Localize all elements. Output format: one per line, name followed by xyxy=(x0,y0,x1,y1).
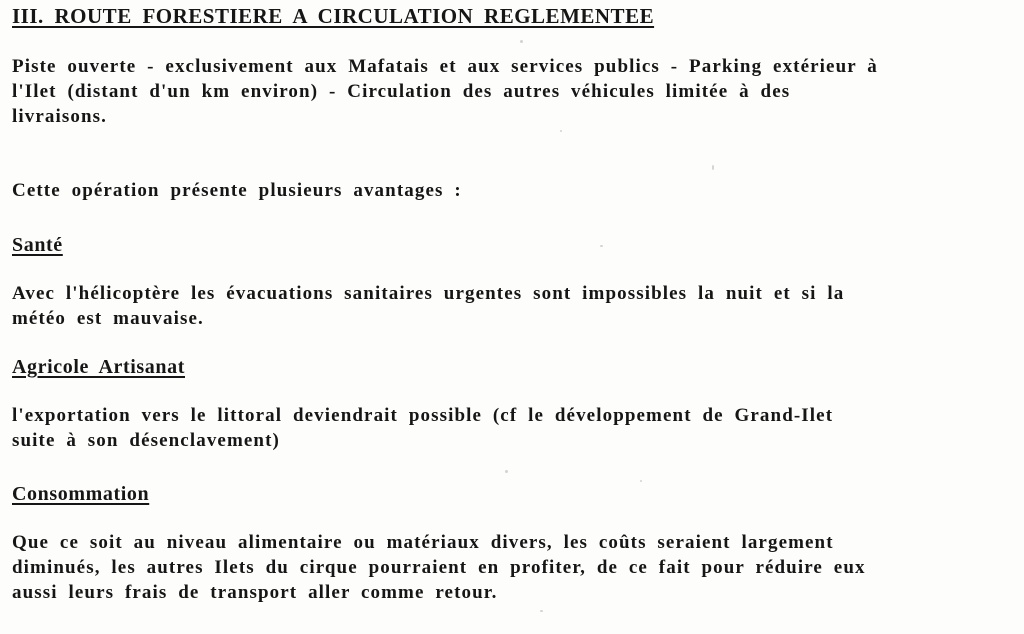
advantages-line: Cette opération présente plusieurs avantages : xyxy=(12,180,462,201)
heading-agricole-artisanat: Agricole Artisanat xyxy=(12,356,185,378)
agricole-line-1: l'exportation vers le littoral deviendrait possible (cf le développement de Grand-Ilet xyxy=(12,405,834,426)
section-title: III. ROUTE FORESTIERE A CIRCULATION REGLEMENTEE xyxy=(12,4,655,28)
sante-line-2: météo est mauvaise. xyxy=(12,308,204,329)
consommation-line-1: Que ce soit au niveau alimentaire ou matériaux divers, les coûts seraient largement xyxy=(12,532,834,553)
scan-speck xyxy=(640,480,642,482)
scan-speck xyxy=(520,40,523,43)
sante-line-1: Avec l'hélicoptère les évacuations sanitaires urgentes sont impossibles la nuit et si la xyxy=(12,283,845,304)
scan-speck xyxy=(600,245,603,247)
scan-speck xyxy=(560,130,562,132)
consommation-line-2: diminués, les autres Ilets du cirque pourraient en profiter, de ce fait pour réduire eux xyxy=(12,557,866,578)
intro-line-2: l'Ilet (distant d'un km environ) - Circulation des autres véhicules limitée à des xyxy=(12,81,791,102)
heading-sante: Santé xyxy=(12,234,63,256)
intro-line-1: Piste ouverte - exclusivement aux Mafatais et aux services publics - Parking extérieur à xyxy=(12,56,878,77)
scan-speck xyxy=(505,470,508,473)
scan-speck xyxy=(540,610,543,612)
heading-consommation: Consommation xyxy=(12,483,150,505)
consommation-line-3: aussi leurs frais de transport aller comme retour. xyxy=(12,582,498,603)
agricole-line-2: suite à son désenclavement) xyxy=(12,430,280,451)
scan-speck xyxy=(712,165,714,170)
intro-line-3: livraisons. xyxy=(12,106,107,127)
